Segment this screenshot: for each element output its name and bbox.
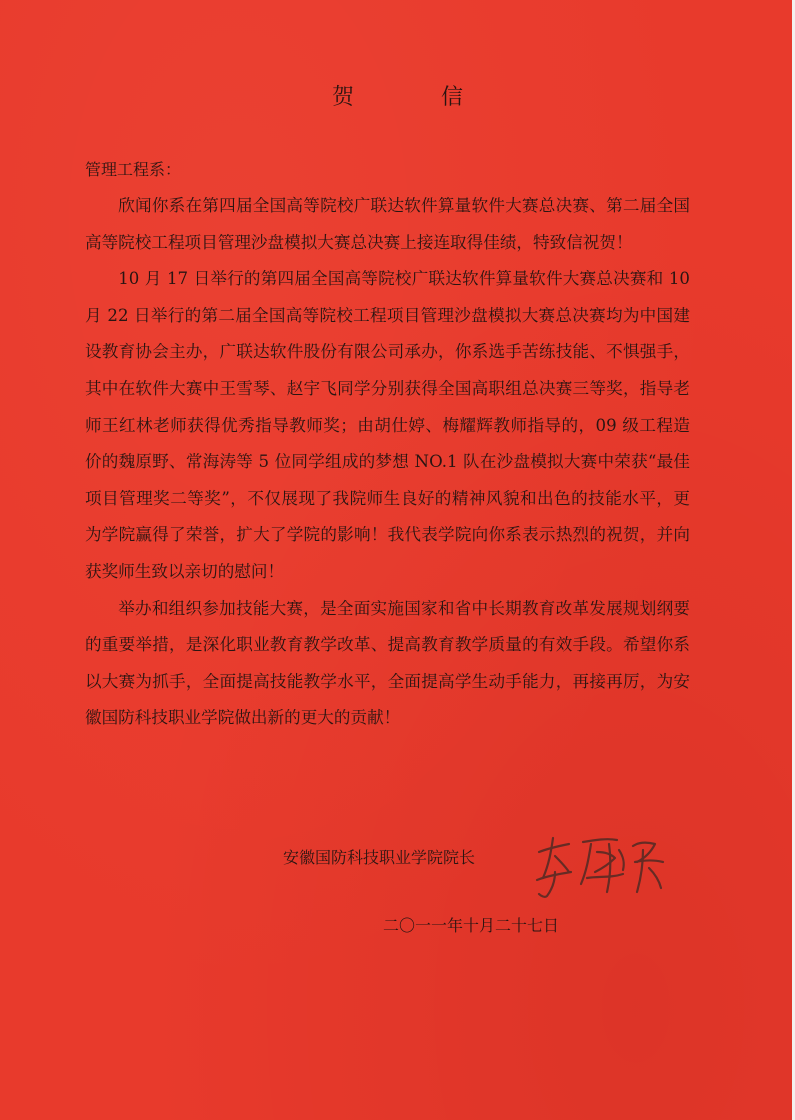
paragraph-expectations: 举办和组织参加技能大赛，是全面实施国家和省中长期教育改革发展规划纲要的重要举措，是深化职业教育教学改革、提高教育教学质量的有效手段。希望你系以大赛为抓手，全面提高技能教学水平，全面提高学生动手能力，再接再厉，为安徽国防科技职业学院做出新的更大的贡献！ xyxy=(85,598,690,728)
salutation: 管理工程系： xyxy=(85,160,182,179)
letter-body xyxy=(85,188,690,737)
handwritten-signature xyxy=(525,822,675,912)
paragraph-congratulation: 欣闻你系在第四届全国高等院校广联达软件算量软件大赛总决赛、第二届全国高等院校工程项目管理沙盘模拟大赛总决赛上接连取得佳绩，特致信祝贺！ xyxy=(85,196,690,252)
sender-title: 安徽国防科技职业学院院长 xyxy=(283,848,476,867)
letter-title: 贺 信 xyxy=(332,85,503,110)
paragraph-competition-details: 10 月 17 日举行的第四届全国高等院校广联达软件算量软件大赛总决赛和 10 月 22 日举行的第二届全国高等院校工程项目管理沙盘模拟大赛总决赛均为中国建设教育协会主办，广联达软件股份有限公司承办，你系选手苦练技能、不惧强手，其中在软件大赛中王雪琴、赵宇飞同学分别获得全国高职组总决赛三等奖，指导老师王红林老师获得优秀指导教师奖；由胡仕婷、梅耀辉教师指导的，09 级工程造价的魏原野、常海涛等 5 位同学组成的梦想 NO.1 队在沙盘模拟大赛中荣获“最佳项目管理奖二等奖”，不仅展现了我院师生良好的精神风貌和出色的技能水平，更为学院赢得了荣誉，扩大了学院的影响！我代表学院向你系表示热烈的祝贺，并向获奖师生致以亲切的慰问！ xyxy=(85,269,690,581)
letter-date: 二〇一一年十月二十七日 xyxy=(383,916,560,935)
